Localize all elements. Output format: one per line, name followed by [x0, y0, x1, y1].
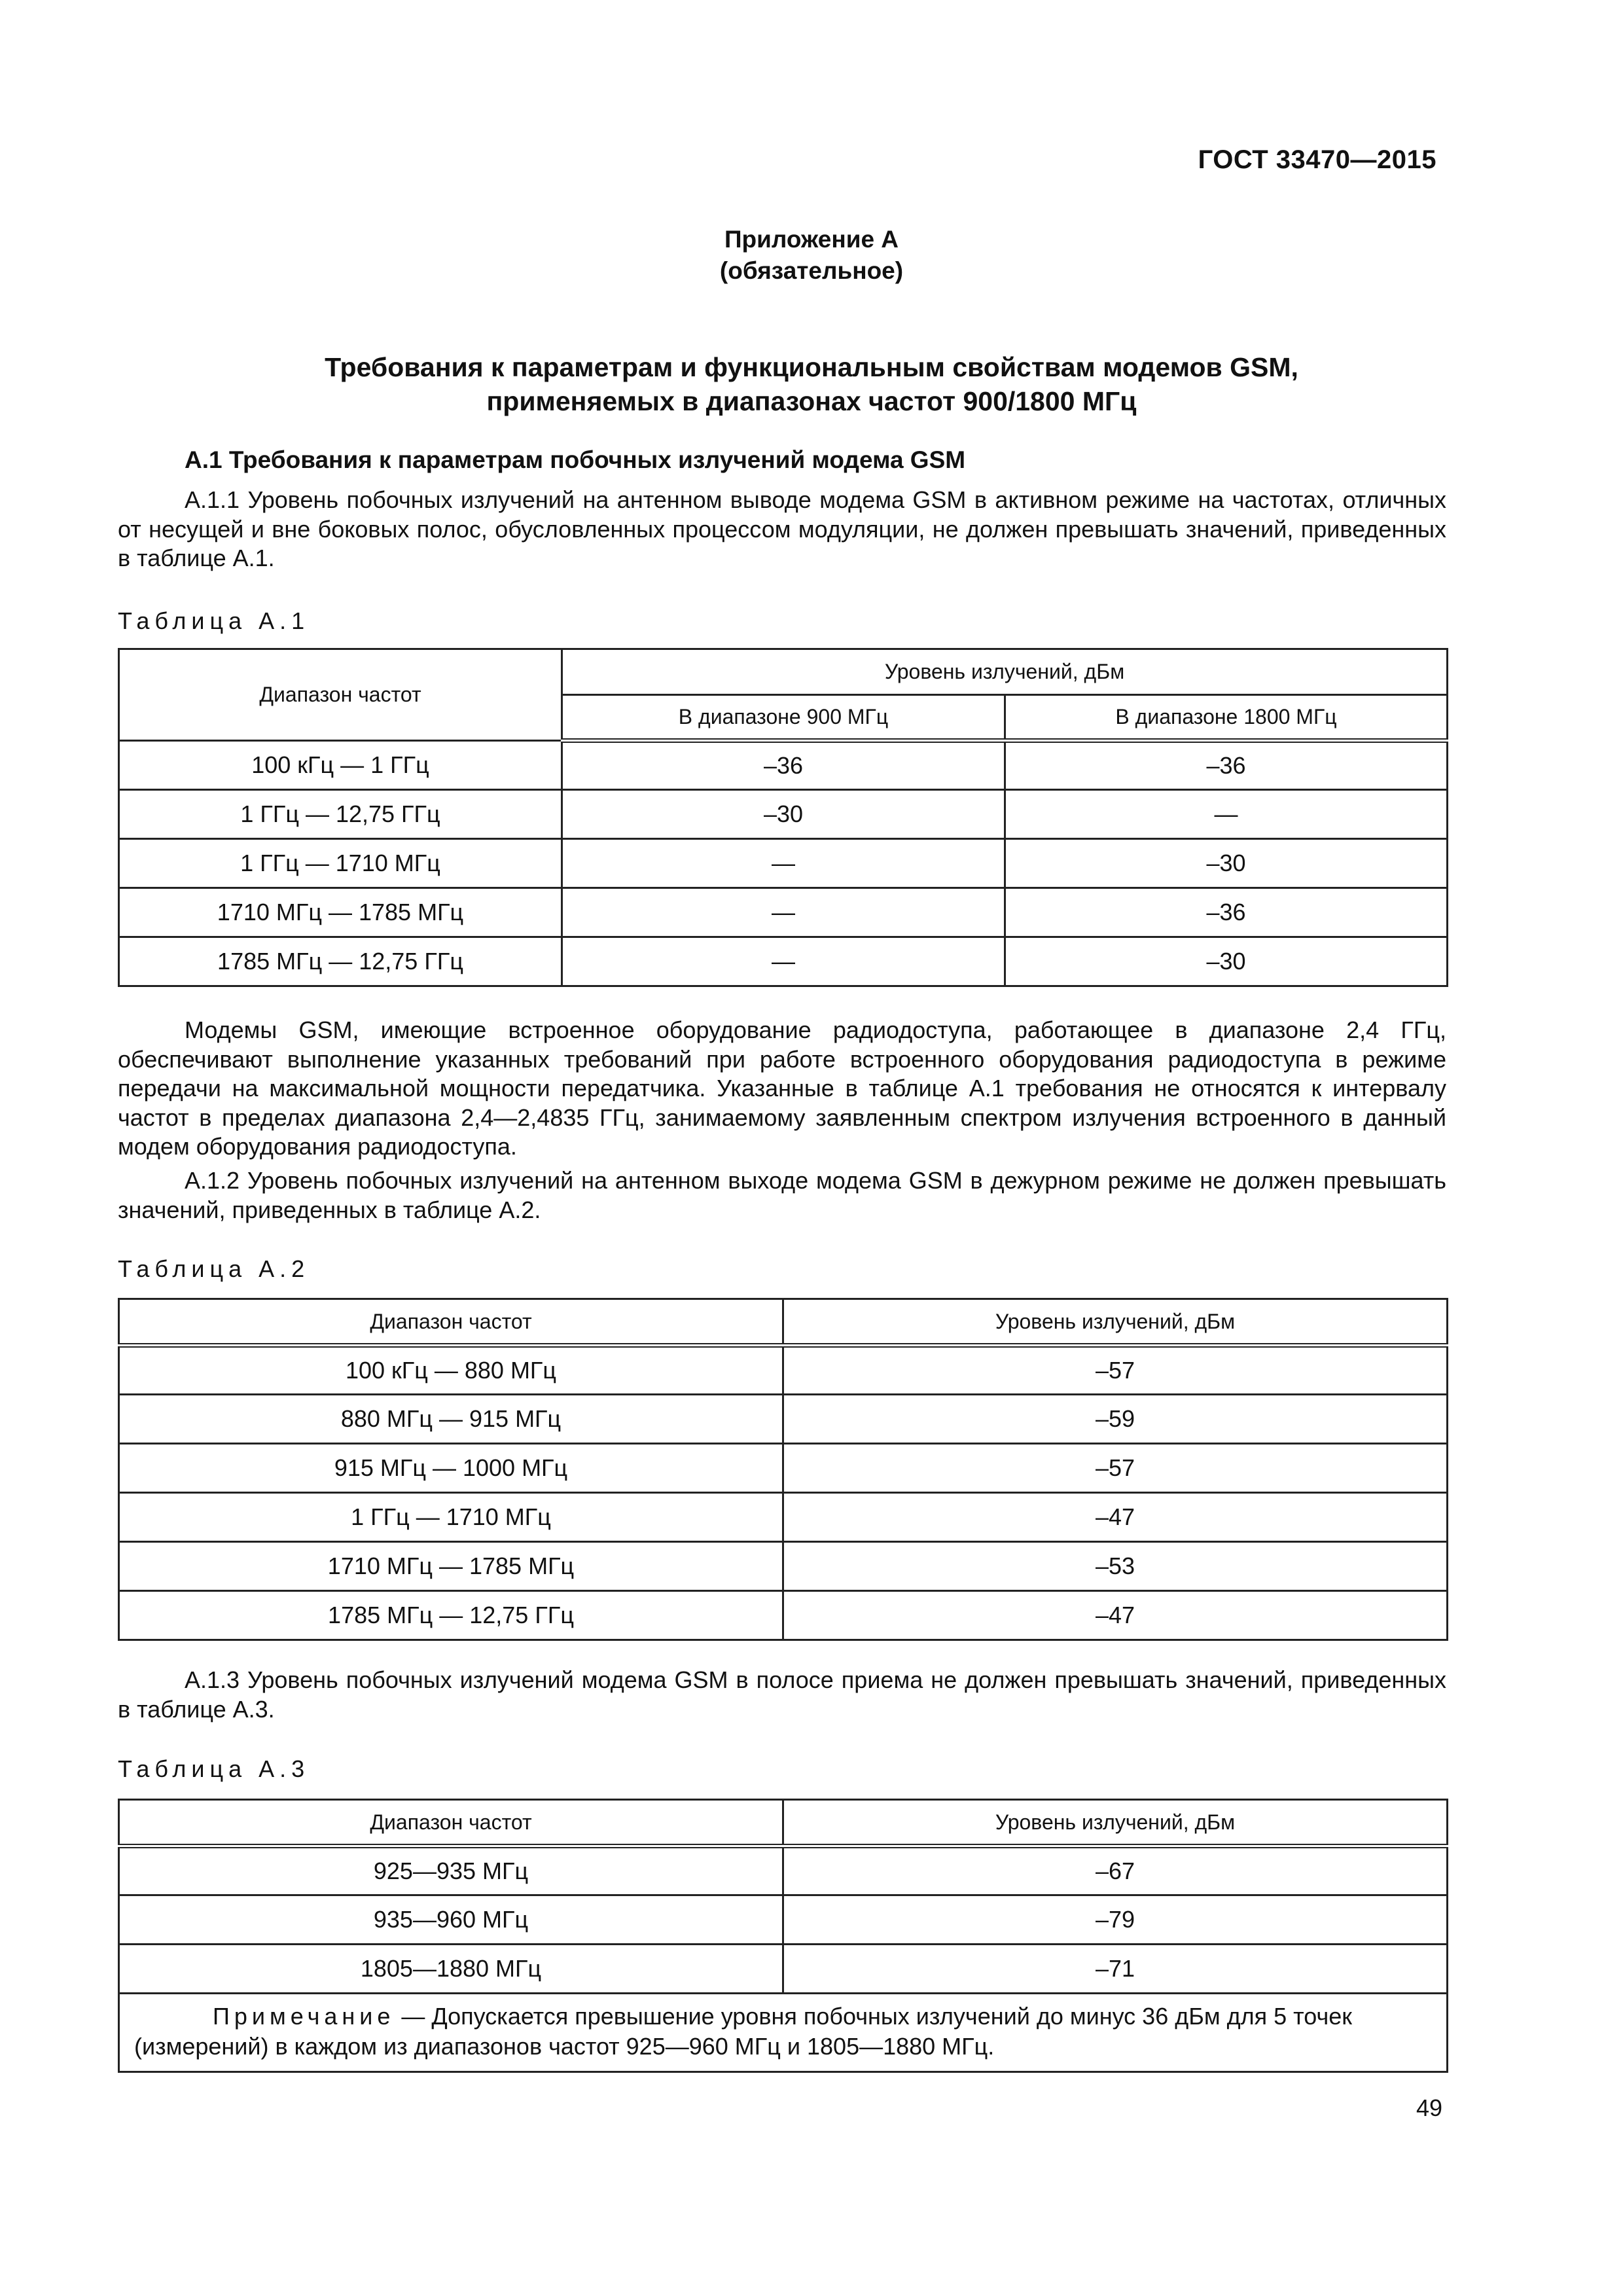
table-cell: 1710 МГц — 1785 МГц [119, 1542, 783, 1591]
document-number: ГОСТ 33470—2015 [1198, 145, 1436, 174]
table-row [119, 1346, 1448, 1395]
table-row [119, 1395, 1448, 1444]
note-text: — Допускается превышение уровня побочных излучений до минус 36 дБм для 5 точек (измерений) в каждом из диапазонов частот 925—960 МГц и 1805—1880 МГц. [134, 2002, 1352, 2060]
table-a3-note [119, 1994, 1448, 2072]
section-heading: А.1 Требования к параметрам побочных излучений модема GSM [185, 446, 966, 473]
table-cell: –57 [783, 1346, 1448, 1395]
table-row [119, 790, 1448, 839]
table-row [119, 1591, 1448, 1640]
table-cell: –36 [562, 741, 1005, 790]
table-a1-header-freq: Диапазон частот [119, 649, 562, 741]
paragraph-text: Модемы GSM, имеющие встроенное оборудование радиодоступа, работающее в диапазоне 2,4 ГГц, обеспечивают выполнение указанных требований при работе встроенного оборудования радиодоступа в режиме передачи на максимальной мощности передатчика. Указанные в таблице А.1 требования не относятся к интервалу частот в пределах диапазона 2,4—2,4835 ГГц, занимаемому заявленным спектром излучения встроенного в данный модем оборудования радиодоступа. [118, 1016, 1446, 1160]
note-label: Примечание [213, 2002, 395, 2030]
table-cell: –79 [783, 1895, 1448, 1945]
table-row [119, 1945, 1448, 1994]
page-title-line-2: применяемых в диапазонах частот 900/1800 МГц [486, 386, 1137, 416]
table-cell: 1785 МГц — 12,75 ГГц [119, 1591, 783, 1640]
table-a3 [118, 1799, 1448, 2073]
paragraph-text: А.1.1 Уровень побочных излучений на антенном выводе модема GSM в активном режиме на частотах, отличных от несущей и вне боковых полос, обусловленных процессом модуляции, не должен превышать значений, приведенных в таблице А.1. [118, 486, 1446, 571]
table-a3-header-level: Уровень излучений, дБм [783, 1800, 1448, 1846]
paragraph-a-1-2 [118, 1166, 1446, 1225]
table-cell: –47 [783, 1493, 1448, 1542]
annex-title: Приложение А [724, 226, 899, 253]
table-cell: –53 [783, 1542, 1448, 1591]
table-cell: 915 МГц — 1000 МГц [119, 1444, 783, 1493]
table-cell: 1 ГГц — 1710 МГц [119, 839, 562, 888]
table-cell: –36 [1005, 741, 1448, 790]
table-row [119, 1895, 1448, 1945]
table-cell: 1 ГГц — 12,75 ГГц [119, 790, 562, 839]
page-title-line-1: Требования к параметрам и функциональным свойствам модемов GSM, [325, 352, 1298, 382]
table-a1 [118, 648, 1448, 987]
table-row [119, 741, 1448, 790]
table-row [119, 1444, 1448, 1493]
paragraph-a-1-3 [118, 1666, 1446, 1724]
paragraph-a-1-1 [118, 486, 1446, 573]
table-cell: –67 [783, 1846, 1448, 1895]
page-title [0, 350, 1623, 418]
table-a1-header-1800: В диапазоне 1800 МГц [1005, 695, 1448, 741]
table-row [119, 888, 1448, 937]
annex-type: (обязательное) [719, 257, 904, 284]
table-cell: 1805—1880 МГц [119, 1945, 783, 1994]
table-row [119, 1493, 1448, 1542]
table-cell: 1785 МГц — 12,75 ГГц [119, 937, 562, 986]
table-cell: 100 кГц — 880 МГц [119, 1346, 783, 1395]
table-cell: — [562, 839, 1005, 888]
table-a2-header-freq: Диапазон частот [119, 1299, 783, 1346]
table-cell: –30 [562, 790, 1005, 839]
table-row [119, 1542, 1448, 1591]
table-cell: –71 [783, 1945, 1448, 1994]
table-cell: — [1005, 790, 1448, 839]
table-a1-header-900: В диапазоне 900 МГц [562, 695, 1005, 741]
table-row [119, 937, 1448, 986]
table-a3-caption: Таблица А.3 [118, 1755, 310, 1782]
table-cell: — [562, 937, 1005, 986]
table-cell: 1710 МГц — 1785 МГц [119, 888, 562, 937]
table-cell: –47 [783, 1591, 1448, 1640]
table-cell: — [562, 888, 1005, 937]
annex-heading [0, 224, 1623, 287]
table-row [119, 1846, 1448, 1895]
table-a1-header-level: Уровень излучений, дБм [562, 649, 1448, 695]
table-cell: 100 кГц — 1 ГГц [119, 741, 562, 790]
table-cell: –36 [1005, 888, 1448, 937]
table-cell: –30 [1005, 937, 1448, 986]
table-a2-caption: Таблица А.2 [118, 1255, 310, 1282]
table-cell: 880 МГц — 915 МГц [119, 1395, 783, 1444]
table-cell: –57 [783, 1444, 1448, 1493]
table-cell: –59 [783, 1395, 1448, 1444]
table-a3-header-freq: Диапазон частот [119, 1800, 783, 1846]
table-a1-caption: Таблица А.1 [118, 607, 310, 634]
paragraph-radio-access [118, 1016, 1446, 1162]
paragraph-text: А.1.2 Уровень побочных излучений на антенном выходе модема GSM в дежурном режиме не должен превышать значений, приведенных в таблице А.2. [118, 1167, 1446, 1223]
table-cell: 925—935 МГц [119, 1846, 783, 1895]
table-cell: 1 ГГц — 1710 МГц [119, 1493, 783, 1542]
paragraph-text: А.1.3 Уровень побочных излучений модема GSM в полосе приема не должен превышать значений, приведенных в таблице А.3. [118, 1666, 1446, 1723]
table-cell: –30 [1005, 839, 1448, 888]
table-cell: 935—960 МГц [119, 1895, 783, 1945]
table-a2-header-level: Уровень излучений, дБм [783, 1299, 1448, 1346]
page-number: 49 [1416, 2094, 1442, 2121]
table-a2 [118, 1298, 1448, 1641]
table-row [119, 839, 1448, 888]
